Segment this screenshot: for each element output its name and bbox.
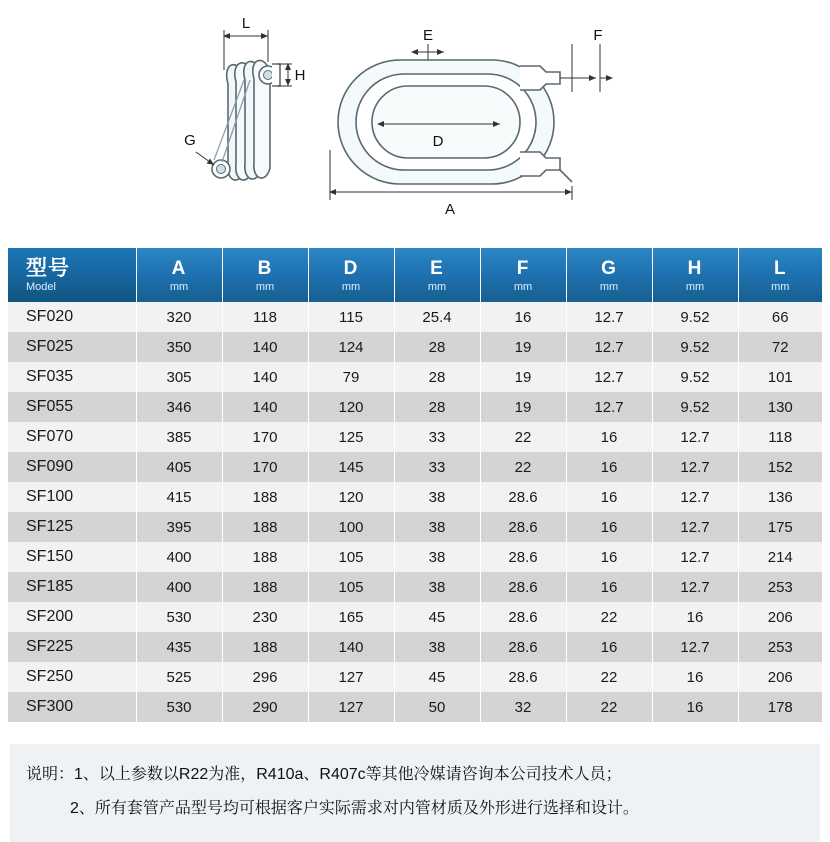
table-row bbox=[8, 422, 822, 452]
cell-g: 16 bbox=[566, 452, 652, 482]
cell-g: 16 bbox=[566, 542, 652, 572]
cell-a: 346 bbox=[136, 392, 222, 422]
cell-h: 12.7 bbox=[652, 482, 738, 512]
cell-model: SF035 bbox=[8, 362, 136, 392]
cell-a: 400 bbox=[136, 572, 222, 602]
cell-d: 100 bbox=[308, 512, 394, 542]
table-row bbox=[8, 662, 822, 692]
dimension-F bbox=[560, 44, 612, 92]
table-row bbox=[8, 572, 822, 602]
cell-a: 530 bbox=[136, 602, 222, 632]
cell-b: 140 bbox=[222, 332, 308, 362]
cell-d: 125 bbox=[308, 422, 394, 452]
cell-b: 230 bbox=[222, 602, 308, 632]
table-row bbox=[8, 632, 822, 662]
cell-f: 28.6 bbox=[480, 632, 566, 662]
cell-f: 28.6 bbox=[480, 482, 566, 512]
cell-a: 320 bbox=[136, 302, 222, 332]
cell-model: SF025 bbox=[8, 332, 136, 362]
cell-b: 140 bbox=[222, 392, 308, 422]
header-a-sub: mm bbox=[169, 280, 189, 293]
cell-a: 435 bbox=[136, 632, 222, 662]
cell-f: 19 bbox=[480, 362, 566, 392]
cell-f: 28.6 bbox=[480, 512, 566, 542]
label-L: L bbox=[241, 15, 251, 32]
cell-h: 16 bbox=[652, 692, 738, 722]
cell-e: 45 bbox=[394, 602, 480, 632]
cell-h: 12.7 bbox=[652, 542, 738, 572]
cell-g: 16 bbox=[566, 422, 652, 452]
cell-e: 28 bbox=[394, 362, 480, 392]
cell-f: 19 bbox=[480, 392, 566, 422]
cell-d: 115 bbox=[308, 302, 394, 332]
header-cell-a bbox=[136, 248, 222, 302]
cell-a: 525 bbox=[136, 662, 222, 692]
cell-h: 12.7 bbox=[652, 572, 738, 602]
cell-b: 170 bbox=[222, 452, 308, 482]
table-row bbox=[8, 392, 822, 422]
cell-model: SF020 bbox=[8, 302, 136, 332]
cell-e: 33 bbox=[394, 422, 480, 452]
cell-l: 206 bbox=[738, 602, 822, 632]
cell-h: 12.7 bbox=[652, 512, 738, 542]
cell-h: 12.7 bbox=[652, 632, 738, 662]
cell-d: 124 bbox=[308, 332, 394, 362]
header-g-main: G bbox=[601, 257, 617, 279]
table-row bbox=[8, 512, 822, 542]
cell-model: SF300 bbox=[8, 692, 136, 722]
cell-d: 79 bbox=[308, 362, 394, 392]
header-l-sub: mm bbox=[771, 280, 790, 293]
cell-f: 28.6 bbox=[480, 662, 566, 692]
cell-model: SF100 bbox=[8, 482, 136, 512]
cell-e: 50 bbox=[394, 692, 480, 722]
header-h-main: H bbox=[687, 257, 703, 279]
cell-h: 16 bbox=[652, 602, 738, 632]
cell-b: 188 bbox=[222, 542, 308, 572]
header-d-main: D bbox=[343, 257, 359, 279]
cell-b: 290 bbox=[222, 692, 308, 722]
spec-table-wrapper bbox=[0, 248, 830, 722]
cell-h: 9.52 bbox=[652, 362, 738, 392]
spec-table bbox=[8, 248, 822, 722]
cell-d: 165 bbox=[308, 602, 394, 632]
cell-d: 145 bbox=[308, 452, 394, 482]
cell-e: 38 bbox=[394, 542, 480, 572]
cell-l: 101 bbox=[738, 362, 822, 392]
cell-l: 253 bbox=[738, 572, 822, 602]
cell-e: 28 bbox=[394, 392, 480, 422]
cell-e: 38 bbox=[394, 632, 480, 662]
cell-h: 16 bbox=[652, 662, 738, 692]
cell-l: 130 bbox=[738, 392, 822, 422]
cell-h: 12.7 bbox=[652, 452, 738, 482]
cell-b: 188 bbox=[222, 482, 308, 512]
cell-f: 22 bbox=[480, 452, 566, 482]
cell-e: 38 bbox=[394, 572, 480, 602]
cell-e: 25.4 bbox=[394, 302, 480, 332]
label-D: D bbox=[432, 133, 444, 150]
cell-d: 127 bbox=[308, 692, 394, 722]
cell-b: 296 bbox=[222, 662, 308, 692]
cell-g: 22 bbox=[566, 602, 652, 632]
header-cell-l bbox=[738, 248, 822, 302]
label-H: H bbox=[294, 67, 306, 84]
cell-g: 16 bbox=[566, 572, 652, 602]
cell-e: 38 bbox=[394, 512, 480, 542]
header-cell-b bbox=[222, 248, 308, 302]
header-h-sub: mm bbox=[685, 280, 705, 293]
cell-b: 188 bbox=[222, 512, 308, 542]
cell-f: 28.6 bbox=[480, 542, 566, 572]
table-row bbox=[8, 452, 822, 482]
cell-model: SF055 bbox=[8, 392, 136, 422]
cell-h: 9.52 bbox=[652, 302, 738, 332]
note-line-1: 说明：1、以上参数以R22为准，R410a、R407c等其他冷媒请咨询本公司技术人员； bbox=[26, 766, 622, 783]
header-l-main: L bbox=[773, 257, 787, 279]
cell-model: SF150 bbox=[8, 542, 136, 572]
cell-a: 350 bbox=[136, 332, 222, 362]
header-g-sub: mm bbox=[599, 280, 619, 293]
cell-b: 118 bbox=[222, 302, 308, 332]
header-f-sub: mm bbox=[513, 280, 533, 293]
diagram-svg bbox=[0, 0, 830, 248]
header-a-main: A bbox=[171, 257, 187, 279]
cell-h: 9.52 bbox=[652, 332, 738, 362]
side-view-drawing bbox=[212, 60, 280, 180]
cell-b: 188 bbox=[222, 572, 308, 602]
table-row bbox=[8, 542, 822, 572]
cell-g: 22 bbox=[566, 662, 652, 692]
label-E: E bbox=[422, 27, 434, 44]
cell-g: 12.7 bbox=[566, 302, 652, 332]
cell-d: 105 bbox=[308, 542, 394, 572]
cell-e: 45 bbox=[394, 662, 480, 692]
header-f-main: F bbox=[516, 257, 530, 279]
cell-a: 400 bbox=[136, 542, 222, 572]
label-F: F bbox=[593, 27, 603, 44]
header-cell-f bbox=[480, 248, 566, 302]
cell-model: SF090 bbox=[8, 452, 136, 482]
cell-g: 16 bbox=[566, 632, 652, 662]
header-cell-e bbox=[394, 248, 480, 302]
cell-l: 118 bbox=[738, 422, 822, 452]
cell-model: SF225 bbox=[8, 632, 136, 662]
cell-f: 22 bbox=[480, 422, 566, 452]
cell-l: 178 bbox=[738, 692, 822, 722]
header-cell-model bbox=[8, 248, 136, 302]
cell-model: SF070 bbox=[8, 422, 136, 452]
header-e-sub: mm bbox=[427, 280, 447, 293]
cell-model: SF125 bbox=[8, 512, 136, 542]
table-row bbox=[8, 692, 822, 722]
header-e-main: E bbox=[430, 257, 444, 279]
cell-b: 170 bbox=[222, 422, 308, 452]
header-cell-g bbox=[566, 248, 652, 302]
cell-a: 395 bbox=[136, 512, 222, 542]
cell-a: 405 bbox=[136, 452, 222, 482]
cell-h: 9.52 bbox=[652, 392, 738, 422]
cell-a: 385 bbox=[136, 422, 222, 452]
cell-f: 16 bbox=[480, 302, 566, 332]
cell-e: 38 bbox=[394, 482, 480, 512]
cell-f: 32 bbox=[480, 692, 566, 722]
cell-g: 16 bbox=[566, 482, 652, 512]
header-model-main: 型号 bbox=[26, 256, 70, 280]
cell-a: 305 bbox=[136, 362, 222, 392]
dimension-E bbox=[412, 44, 444, 60]
cell-model: SF185 bbox=[8, 572, 136, 602]
cell-h: 12.7 bbox=[652, 422, 738, 452]
cell-l: 214 bbox=[738, 542, 822, 572]
cell-g: 16 bbox=[566, 512, 652, 542]
label-G: G bbox=[184, 132, 196, 149]
table-row bbox=[8, 482, 822, 512]
cell-l: 136 bbox=[738, 482, 822, 512]
front-view-drawing bbox=[338, 60, 572, 184]
table-row bbox=[8, 362, 822, 392]
cell-d: 120 bbox=[308, 392, 394, 422]
cell-g: 12.7 bbox=[566, 392, 652, 422]
cell-model: SF250 bbox=[8, 662, 136, 692]
cell-l: 206 bbox=[738, 662, 822, 692]
cell-l: 253 bbox=[738, 632, 822, 662]
cell-model: SF200 bbox=[8, 602, 136, 632]
cell-a: 530 bbox=[136, 692, 222, 722]
cell-l: 175 bbox=[738, 512, 822, 542]
spec-table-head bbox=[8, 248, 822, 302]
table-row bbox=[8, 602, 822, 632]
header-model-sub: Model bbox=[26, 280, 56, 293]
cell-l: 66 bbox=[738, 302, 822, 332]
label-A: A bbox=[444, 201, 456, 218]
cell-d: 120 bbox=[308, 482, 394, 512]
cell-a: 415 bbox=[136, 482, 222, 512]
table-row bbox=[8, 302, 822, 332]
cell-d: 127 bbox=[308, 662, 394, 692]
header-cell-d bbox=[308, 248, 394, 302]
cell-l: 152 bbox=[738, 452, 822, 482]
cell-f: 19 bbox=[480, 332, 566, 362]
cell-e: 33 bbox=[394, 452, 480, 482]
header-b-main: B bbox=[257, 257, 273, 279]
cell-g: 12.7 bbox=[566, 362, 652, 392]
product-dimension-diagram bbox=[0, 0, 830, 248]
cell-b: 140 bbox=[222, 362, 308, 392]
cell-f: 28.6 bbox=[480, 572, 566, 602]
notes-block bbox=[10, 744, 820, 842]
cell-f: 28.6 bbox=[480, 602, 566, 632]
header-d-sub: mm bbox=[341, 280, 361, 293]
header-cell-h bbox=[652, 248, 738, 302]
dimension-G bbox=[196, 152, 214, 165]
cell-l: 72 bbox=[738, 332, 822, 362]
cell-b: 188 bbox=[222, 632, 308, 662]
cell-g: 12.7 bbox=[566, 332, 652, 362]
spec-table-body bbox=[8, 302, 822, 722]
header-row bbox=[8, 248, 822, 302]
table-row bbox=[8, 332, 822, 362]
cell-d: 105 bbox=[308, 572, 394, 602]
note-line-2: 2、所有套管产品型号均可根据客户实际需求对内管材质及外形进行选择和设计。 bbox=[70, 800, 639, 817]
cell-e: 28 bbox=[394, 332, 480, 362]
header-b-sub: mm bbox=[255, 280, 275, 293]
cell-g: 22 bbox=[566, 692, 652, 722]
cell-d: 140 bbox=[308, 632, 394, 662]
